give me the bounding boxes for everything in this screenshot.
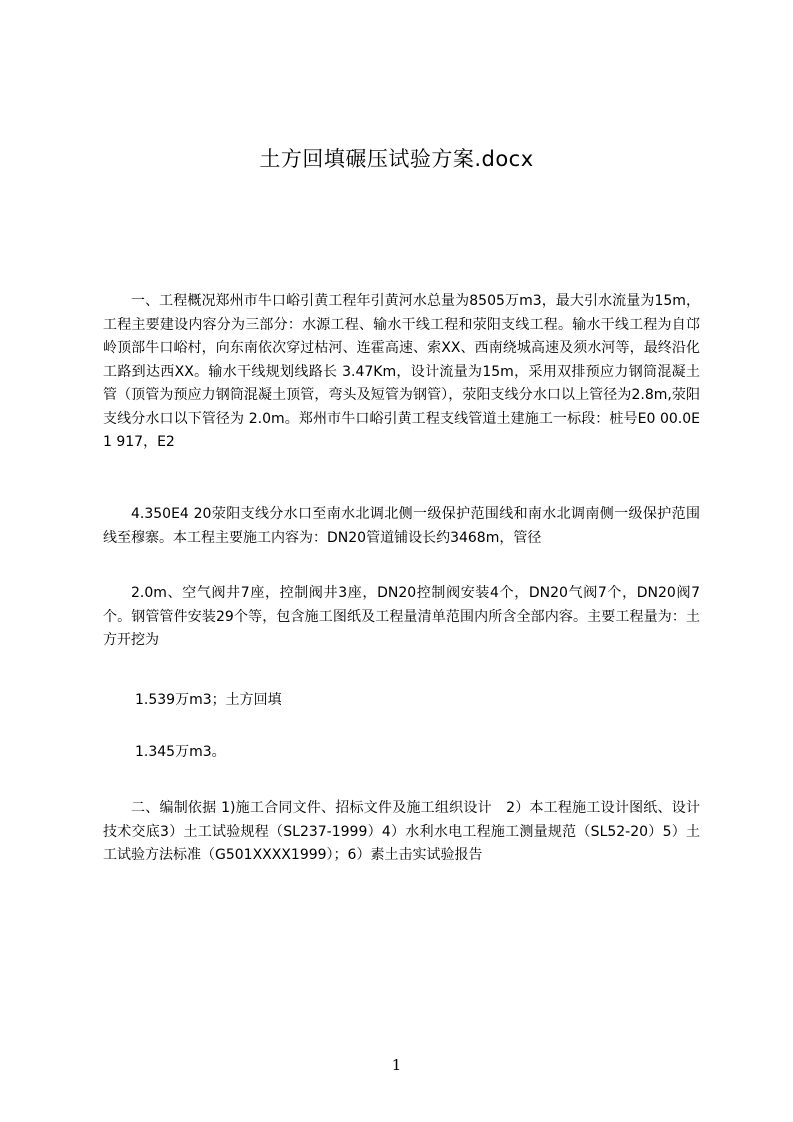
- paragraph-backfill-volume: 1.345万m3。: [135, 744, 226, 760]
- page-number: 1: [391, 1056, 402, 1074]
- paragraph-quantities: 2.0m、空气阀井7座，控制阀井3座，DN20控制阀安装4个，DN20气阀7个，DN20阀7个。钢管管件安装29个等，包含施工图纸及工程量清单范围内所含全部内容。主要工程量为：土方开挖为: [103, 585, 700, 648]
- paragraph-excavation-volume: 1.539万m3；土方回填: [135, 692, 282, 708]
- paragraph-basis: 二、编制依据 1)施工合同文件、招标文件及施工组织设计 2）本工程施工设计图纸、设计技术交底3）土工试验规程（SL237-1999）4）水利水电工程施工测量规范（SL52-20）5）土工试验方法标准（G501XXXX1999）；6）素土击实试验报告: [103, 800, 700, 863]
- document-title: 土方回填碾压试验方案.docx: [259, 147, 534, 171]
- paragraph-project-overview: 一、工程概况郑州市牛口峪引黄工程年引黄河水总量为8505万m3，最大引水流量为15m，工程主要建设内容分为三部分：水源工程、输水干线工程和荥阳支线工程。输水干线工程为自邙岭顶部牛口峪村，向东南依次穿过枯河、连霍高速、索XX、西南绕城高速及须水河等，最终沿化工路到达西XX。输水干线规划线路长 3.47Km，设计流量为15m，采用双排预应力钢筒混凝土管（顶管为预应力钢筒混凝土顶管，弯头及短管为钢管），荥阳支线分水口以上管径为2.8m,荥阳支线分水口以下管径为 2.0m。郑州市牛口峪引黄工程支线管道土建施工一标段：桩号E0 00.0E1 917，E2: [103, 293, 700, 450]
- paragraph-scope: 4.350E4 20荥阳支线分水口至南水北调北侧一级保护范围线和南水北调南侧一级保护范围线至穆寨。本工程主要施工内容为：DN20管道铺设长约3468m，管径: [103, 506, 700, 546]
